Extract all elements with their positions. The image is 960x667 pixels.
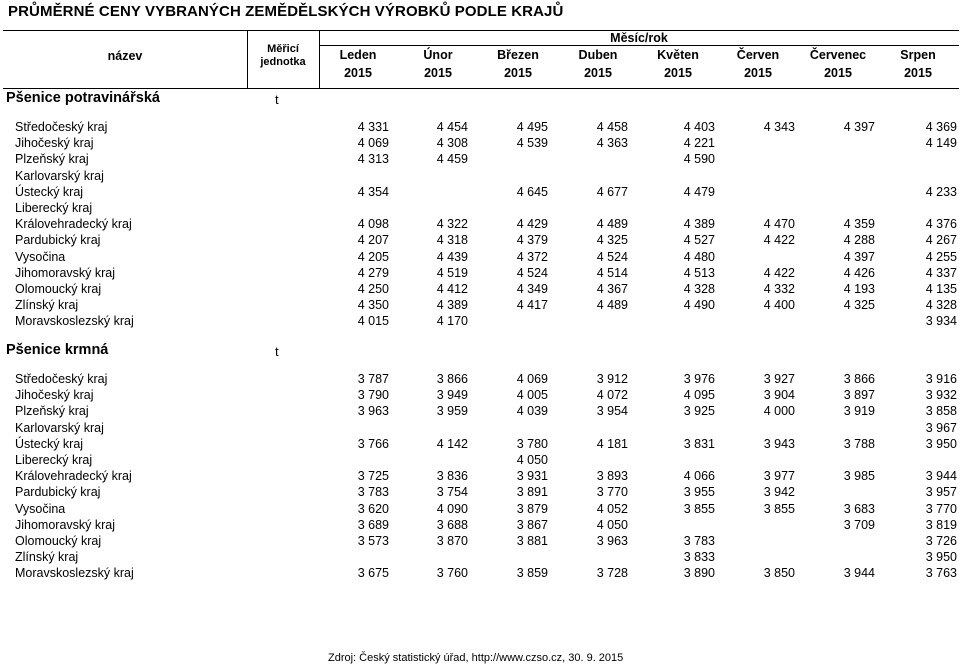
section-unit: t <box>275 92 279 107</box>
price-cell: 3 985 <box>843 469 875 484</box>
price-cell: 4 422 <box>763 233 795 248</box>
price-cell: 4 149 <box>925 136 957 151</box>
table-row <box>0 135 960 151</box>
price-cell: 4 288 <box>843 233 875 248</box>
header-unit-label-1: Měřicí <box>267 43 299 55</box>
price-cell: 4 480 <box>683 249 715 264</box>
region-name: Olomoucký kraj <box>15 534 102 548</box>
region-name: Liberecký kraj <box>15 201 93 215</box>
month-year: 2015 <box>664 66 692 80</box>
table-row <box>0 249 960 265</box>
table-row <box>0 484 960 500</box>
region-name: Středočeský kraj <box>15 372 108 386</box>
price-cell: 4 590 <box>683 152 715 167</box>
price-cell: 4 412 <box>436 282 468 296</box>
table-row <box>0 200 960 216</box>
price-cell: 3 858 <box>925 404 957 419</box>
price-cell: 3 904 <box>763 388 795 403</box>
price-cell: 4 205 <box>357 249 389 264</box>
table-row <box>0 468 960 484</box>
price-cell: 3 831 <box>683 436 715 451</box>
price-cell: 4 181 <box>596 436 628 451</box>
price-cell: 4 495 <box>516 120 548 134</box>
price-cell: 4 367 <box>596 282 628 296</box>
price-cell: 3 675 <box>357 566 389 581</box>
price-cell: 4 337 <box>925 265 957 280</box>
price-cell: 3 867 <box>516 517 548 532</box>
price-cell: 3 916 <box>925 372 957 386</box>
price-cell: 4 052 <box>596 501 628 516</box>
table-row <box>0 265 960 281</box>
price-cell: 3 788 <box>843 436 875 451</box>
price-cell: 3 780 <box>516 436 548 451</box>
region-name: Královehradecký kraj <box>15 469 132 484</box>
price-cell: 3 760 <box>436 566 468 581</box>
price-cell: 4 255 <box>925 249 957 264</box>
price-cell: 4 369 <box>925 120 957 134</box>
region-name: Moravskoslezský kraj <box>15 566 134 581</box>
price-cell: 3 754 <box>436 485 468 500</box>
price-cell: 3 890 <box>683 566 715 581</box>
price-cell: 4 519 <box>436 265 468 280</box>
month-header: Leden <box>339 48 377 62</box>
price-cell: 4 135 <box>925 282 957 296</box>
price-cell: 4 069 <box>357 136 389 151</box>
region-name: Ústecký kraj <box>15 184 84 199</box>
price-cell: 3 919 <box>843 404 875 419</box>
price-cell: 4 426 <box>843 265 875 280</box>
price-cell: 3 763 <box>925 566 957 581</box>
month-year: 2015 <box>504 66 532 80</box>
price-cell: 3 925 <box>683 404 715 419</box>
table-row <box>0 119 960 135</box>
price-cell: 3 683 <box>843 501 875 516</box>
table-row <box>0 549 960 565</box>
table-row <box>0 232 960 248</box>
price-cell: 4 325 <box>843 298 875 313</box>
price-cell: 3 836 <box>436 469 468 484</box>
region-name: Olomoucký kraj <box>15 282 102 296</box>
header-period-label: Měsíc/rok <box>610 31 668 45</box>
price-cell: 4 397 <box>843 249 875 264</box>
table-row <box>0 297 960 313</box>
price-cell: 4 417 <box>516 298 548 313</box>
table-row <box>0 371 960 387</box>
price-cell: 3 783 <box>357 485 389 500</box>
price-cell: 3 927 <box>763 372 795 386</box>
month-year: 2015 <box>744 66 772 80</box>
price-cell: 3 866 <box>436 372 468 386</box>
month-header: Srpen <box>900 48 936 62</box>
price-cell: 3 891 <box>516 485 548 500</box>
month-header: Květen <box>657 48 699 62</box>
price-cell: 3 976 <box>683 372 715 386</box>
price-cell: 4 015 <box>357 314 389 329</box>
price-cell: 4 095 <box>683 388 715 403</box>
price-cell: 3 977 <box>763 469 795 484</box>
price-cell: 4 322 <box>436 217 468 232</box>
price-cell: 4 372 <box>516 249 548 264</box>
price-cell: 4 332 <box>763 282 795 296</box>
price-cell: 4 207 <box>357 233 389 248</box>
price-cell: 3 833 <box>683 550 715 565</box>
price-cell: 4 318 <box>436 233 468 248</box>
price-cell: 3 944 <box>843 566 875 581</box>
price-cell: 4 090 <box>436 501 468 516</box>
region-name: Jihočeský kraj <box>15 136 94 151</box>
price-cell: 3 949 <box>436 388 468 403</box>
section-title: Pšenice potravinářská <box>6 90 160 106</box>
price-cell: 4 479 <box>683 184 715 199</box>
table-row <box>0 168 960 184</box>
price-cell: 3 932 <box>925 388 957 403</box>
price-cell: 4 328 <box>683 282 715 296</box>
price-cell: 4 524 <box>596 249 628 264</box>
region-name: Ústecký kraj <box>15 436 84 451</box>
price-cell: 4 489 <box>596 217 628 232</box>
price-cell: 4 279 <box>357 265 389 280</box>
price-cell: 3 955 <box>683 485 715 500</box>
price-cell: 4 349 <box>516 282 548 296</box>
price-cell: 3 859 <box>516 566 548 581</box>
region-name: Karlovarský kraj <box>15 168 104 183</box>
region-name: Královehradecký kraj <box>15 217 132 232</box>
price-cell: 4 539 <box>516 136 548 151</box>
price-cell: 3 855 <box>683 501 715 516</box>
table-row <box>0 313 960 329</box>
region-name: Jihočeský kraj <box>15 388 94 403</box>
price-cell: 3 573 <box>357 534 389 548</box>
price-cell: 4 389 <box>683 217 715 232</box>
price-cell: 3 728 <box>596 566 628 581</box>
month-year: 2015 <box>424 66 452 80</box>
table-row <box>0 403 960 419</box>
price-cell: 3 957 <box>925 485 957 500</box>
page-title: PRŮMĚRNÉ CENY VYBRANÝCH ZEMĚDĚLSKÝCH VÝROBKŮ PODLE KRAJŮ <box>8 3 564 20</box>
source-note: Zdroj: Český statistický úřad, http://www.czso.cz, 30. 9. 2015 <box>328 652 624 664</box>
price-cell: 3 688 <box>436 517 468 532</box>
price-cell: 3 942 <box>763 485 795 500</box>
price-cell: 3 770 <box>925 501 957 516</box>
price-cell: 4 422 <box>763 265 795 280</box>
table-row <box>0 501 960 517</box>
table-row <box>0 216 960 232</box>
month-header: Duben <box>578 48 618 62</box>
price-cell: 4 328 <box>925 298 957 313</box>
price-cell: 3 866 <box>843 372 875 386</box>
region-name: Středočeský kraj <box>15 120 108 134</box>
price-cell: 4 454 <box>436 120 468 134</box>
price-cell: 4 439 <box>436 249 468 264</box>
month-year: 2015 <box>584 66 612 80</box>
price-cell: 3 950 <box>925 550 957 565</box>
price-cell: 4 193 <box>843 282 875 296</box>
price-cell: 4 267 <box>925 233 957 248</box>
price-cell: 4 470 <box>763 217 795 232</box>
price-cell: 3 959 <box>436 404 468 419</box>
price-cell: 4 403 <box>683 120 715 134</box>
price-cell: 3 787 <box>357 372 389 386</box>
price-cell: 3 870 <box>436 534 468 548</box>
region-name: Plzeňský kraj <box>15 404 89 419</box>
price-cell: 4 389 <box>436 298 468 313</box>
month-header: Březen <box>497 48 539 62</box>
price-cell: 3 944 <box>925 469 957 484</box>
region-name: Vysočina <box>15 249 66 264</box>
price-cell: 4 490 <box>683 298 715 313</box>
price-cell: 4 005 <box>516 388 548 403</box>
price-cell: 4 645 <box>516 184 548 199</box>
table-row <box>0 151 960 167</box>
price-cell: 4 514 <box>596 265 628 280</box>
price-cell: 3 934 <box>925 314 957 329</box>
price-cell: 4 250 <box>357 282 389 296</box>
price-cell: 3 879 <box>516 501 548 516</box>
month-header: Červenec <box>809 48 867 62</box>
price-cell: 4 489 <box>596 298 628 313</box>
price-cell: 4 527 <box>683 233 715 248</box>
region-name: Pardubický kraj <box>15 233 101 248</box>
price-cell: 4 459 <box>436 152 468 167</box>
price-cell: 3 725 <box>357 469 389 484</box>
price-cell: 3 726 <box>925 534 957 548</box>
price-cell: 3 709 <box>843 517 875 532</box>
section-unit: t <box>275 344 279 359</box>
price-cell: 3 881 <box>516 534 548 548</box>
month-year: 2015 <box>904 66 932 80</box>
price-cell: 4 066 <box>683 469 715 484</box>
price-cell: 3 620 <box>357 501 389 516</box>
region-name: Liberecký kraj <box>15 453 93 467</box>
price-cell: 4 170 <box>436 314 468 329</box>
table-row <box>0 184 960 200</box>
price-cell: 3 943 <box>763 436 795 451</box>
section-title: Pšenice krmná <box>6 342 109 358</box>
price-cell: 4 331 <box>357 120 389 134</box>
table-row <box>0 420 960 436</box>
price-cell: 3 819 <box>925 517 957 532</box>
price-cell: 4 429 <box>516 217 548 232</box>
table-row <box>0 565 960 581</box>
table-row <box>0 533 960 549</box>
region-name: Pardubický kraj <box>15 485 101 500</box>
price-cell: 3 783 <box>683 534 715 548</box>
price-cell: 4 677 <box>596 184 628 199</box>
table-row <box>0 517 960 533</box>
price-cell: 4 098 <box>357 217 389 232</box>
price-cell: 3 855 <box>763 501 795 516</box>
price-cell: 4 379 <box>516 233 548 248</box>
price-cell: 4 072 <box>596 388 628 403</box>
price-cell: 4 221 <box>683 136 715 151</box>
price-cell: 4 308 <box>436 136 468 151</box>
price-cell: 4 000 <box>763 404 795 419</box>
price-cell: 4 142 <box>436 436 468 451</box>
region-name: Plzeňský kraj <box>15 152 89 167</box>
region-name: Jihomoravský kraj <box>15 265 116 280</box>
price-cell: 4 050 <box>516 453 548 467</box>
region-name: Zlínský kraj <box>15 298 79 313</box>
price-cell: 4 524 <box>516 265 548 280</box>
price-cell: 4 050 <box>596 517 628 532</box>
price-cell: 4 397 <box>843 120 875 134</box>
price-cell: 4 313 <box>357 152 389 167</box>
price-cell: 4 458 <box>596 120 628 134</box>
price-cell: 3 790 <box>357 388 389 403</box>
price-cell: 4 069 <box>516 372 548 386</box>
price-cell: 4 233 <box>925 184 957 199</box>
price-cell: 4 354 <box>357 184 389 199</box>
region-name: Zlínský kraj <box>15 550 79 565</box>
table-row <box>0 387 960 403</box>
price-cell: 3 950 <box>925 436 957 451</box>
price-cell: 3 954 <box>596 404 628 419</box>
month-year: 2015 <box>824 66 852 80</box>
price-cell: 4 039 <box>516 404 548 419</box>
region-name: Karlovarský kraj <box>15 420 104 435</box>
region-name: Vysočina <box>15 501 66 516</box>
month-header: Červen <box>736 48 780 62</box>
price-cell: 3 963 <box>357 404 389 419</box>
region-name: Jihomoravský kraj <box>15 517 116 532</box>
price-cell: 4 363 <box>596 136 628 151</box>
price-cell: 3 850 <box>763 566 795 581</box>
price-cell: 3 770 <box>596 485 628 500</box>
table-header <box>3 30 959 89</box>
price-cell: 4 376 <box>925 217 957 232</box>
header-name-label: název <box>107 49 143 63</box>
table-row <box>0 281 960 297</box>
month-header: Únor <box>423 48 453 62</box>
price-cell: 3 897 <box>843 388 875 403</box>
price-cell: 4 513 <box>683 265 715 280</box>
price-cell: 3 963 <box>596 534 628 548</box>
price-cell: 3 912 <box>596 372 628 386</box>
price-cell: 3 689 <box>357 517 389 532</box>
header-unit-label-2: jednotka <box>260 56 306 68</box>
month-year: 2015 <box>344 66 372 80</box>
price-cell: 3 893 <box>596 469 628 484</box>
table-row <box>0 436 960 452</box>
price-cell: 3 931 <box>516 469 548 484</box>
price-cell: 4 359 <box>843 217 875 232</box>
price-cell: 4 343 <box>763 120 795 134</box>
price-cell: 3 967 <box>925 420 957 435</box>
price-cell: 4 400 <box>763 298 795 313</box>
region-name: Moravskoslezský kraj <box>15 314 134 329</box>
table-row <box>0 452 960 468</box>
price-cell: 3 766 <box>357 436 389 451</box>
price-cell: 4 350 <box>357 298 389 313</box>
price-cell: 4 325 <box>596 233 628 248</box>
